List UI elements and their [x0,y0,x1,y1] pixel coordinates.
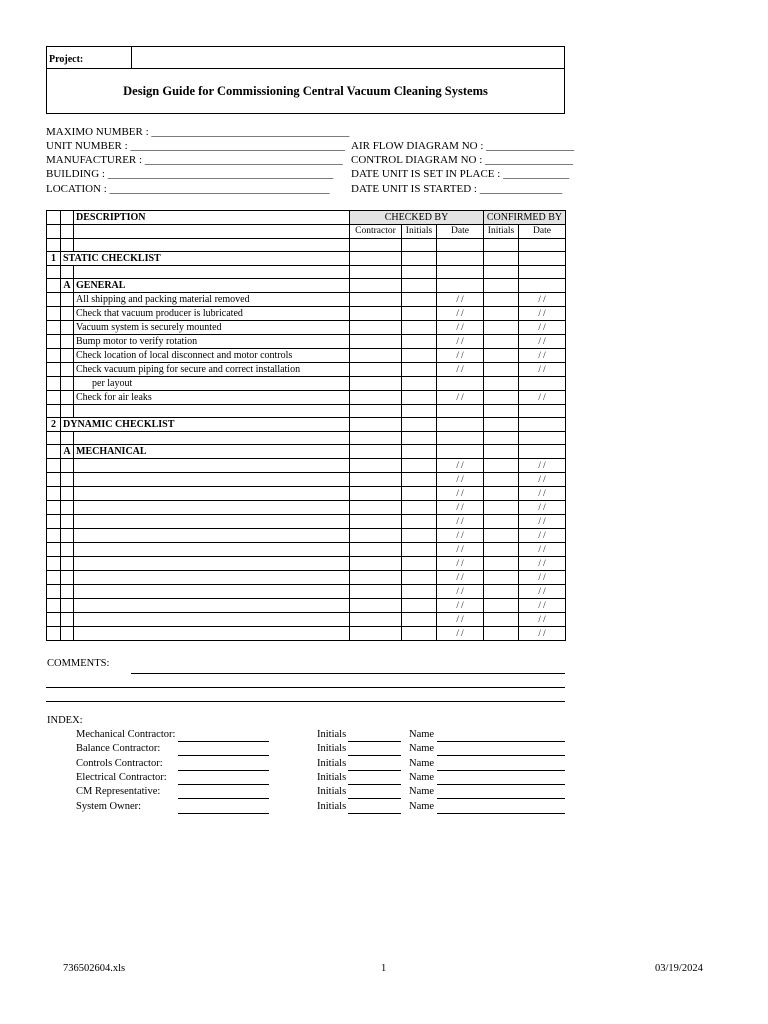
confirmed-date-cell[interactable]: / / [519,349,566,363]
table-row [47,557,566,571]
date-started-field[interactable]: DATE UNIT IS STARTED : _______________ [351,183,563,195]
description-header: DESCRIPTION [74,211,350,225]
confirmed-date-cell[interactable]: / / [519,321,566,335]
index-name-line[interactable] [437,798,565,799]
section-title: STATIC CHECKLIST [61,252,350,266]
index-initials-line[interactable] [348,770,401,771]
index-role-label: Controls Contractor: [76,757,163,769]
confirmed-date-cell[interactable]: / / [519,293,566,307]
subsection-letter: A [61,279,74,293]
table-row [47,293,566,307]
table-row [47,487,566,501]
section-row-dynamic [47,418,566,432]
unit-number-field[interactable]: UNIT NUMBER : _______________________________________ [46,140,345,152]
date-cell[interactable]: / / [437,529,484,543]
location-field[interactable]: LOCATION : ________________________________________ [46,183,330,195]
confirmed-date-header: Date [519,225,566,239]
table-row [47,432,566,445]
table-row [47,571,566,585]
index-name-label: Name [409,771,435,783]
index-signature-line[interactable] [178,755,269,756]
table-row [47,501,566,515]
confirmed-date-cell[interactable]: / / [519,571,566,585]
index-initials-label: Initials [317,800,347,812]
table-row [47,321,566,335]
comments-line-2[interactable] [46,687,565,688]
confirmed-date-cell[interactable]: / / [519,599,566,613]
date-cell[interactable]: / / [437,349,484,363]
index-name-label: Name [409,786,435,798]
checklist-table [46,210,566,641]
confirmed-date-cell[interactable]: / / [519,391,566,405]
date-header: Date [437,225,484,239]
control-diagram-field[interactable]: CONTROL DIAGRAM NO : ________________ [351,154,574,166]
date-cell[interactable]: / / [437,515,484,529]
index-name-label: Name [409,743,435,755]
item-description: Bump motor to verify rotation [74,335,350,349]
date-cell[interactable]: / / [437,473,484,487]
date-cell[interactable]: / / [437,459,484,473]
date-cell[interactable]: / / [437,501,484,515]
confirmed-date-cell[interactable]: / / [519,459,566,473]
initials-header: Initials [402,225,437,239]
table-row [47,543,566,557]
footer-page-number: 1 [381,963,387,974]
table-row [47,459,566,473]
table-row [47,627,566,641]
index-name-line[interactable] [437,813,565,814]
index-name-line[interactable] [437,784,565,785]
index-name-line[interactable] [437,770,565,771]
table-row [47,405,566,418]
index-role-label: Balance Contractor: [76,743,161,755]
index-signature-line[interactable] [178,770,269,771]
table-row [47,239,566,252]
index-name-line[interactable] [437,741,565,742]
index-name-line[interactable] [437,755,565,756]
confirmed-by-header: CONFIRMED BY [484,211,566,225]
item-description: All shipping and packing material removed [74,293,350,307]
comments-line-3[interactable] [46,701,565,702]
table-row [47,599,566,613]
date-cell[interactable]: / / [437,543,484,557]
date-cell[interactable]: / / [437,585,484,599]
date-cell[interactable]: / / [437,487,484,501]
index-signature-line[interactable] [178,813,269,814]
air-flow-diagram-field[interactable]: AIR FLOW DIAGRAM NO : ________________ [351,140,575,152]
contractor-header: Contractor [350,225,402,239]
index-role-label: Mechanical Contractor: [76,729,176,740]
date-cell[interactable]: / / [437,391,484,405]
section-row-static [47,252,566,266]
item-description: per layout [74,377,350,391]
table-row [47,515,566,529]
index-role-label: CM Representative: [76,786,161,798]
section-number: 2 [47,418,61,432]
index-label: INDEX: [47,715,83,726]
table-row [47,391,566,405]
subsection-row-mechanical [47,445,566,459]
index-role-label: Electrical Contractor: [76,771,167,783]
table-row [47,529,566,543]
date-cell[interactable]: / / [437,571,484,585]
subsection-title: GENERAL [74,279,350,293]
section-title: DYNAMIC CHECKLIST [61,418,350,432]
index-initials-line[interactable] [348,798,401,799]
item-description: Check for air leaks [74,391,350,405]
item-description: Vacuum system is securely mounted [74,321,350,335]
manufacturer-field[interactable]: MANUFACTURER : ____________________________________ [46,154,343,166]
date-cell[interactable]: / / [437,599,484,613]
index-name-label: Name [409,729,435,740]
index-initials-line[interactable] [348,755,401,756]
item-description: Check location of local disconnect and motor controls [74,349,350,363]
confirmed-date-cell[interactable]: / / [519,543,566,557]
confirmed-date-cell[interactable]: / / [519,307,566,321]
project-label: Project: [47,47,132,69]
index-initials-line[interactable] [348,741,401,742]
date-cell[interactable]: / / [437,307,484,321]
index-name-label: Name [409,800,435,812]
footer-date: 03/19/2024 [655,963,703,974]
date-cell[interactable]: / / [437,613,484,627]
confirmed-date-cell[interactable]: / / [519,501,566,515]
date-set-in-place-field[interactable]: DATE UNIT IS SET IN PLACE : ____________ [351,168,570,180]
confirmed-date-cell[interactable]: / / [519,613,566,627]
date-cell[interactable]: / / [437,627,484,641]
comments-line-1[interactable] [131,673,565,674]
subsection-letter: A [61,445,74,459]
item-description: Check vacuum piping for secure and correct installation [74,363,350,377]
table-row [47,585,566,599]
confirmed-date-cell[interactable]: / / [519,529,566,543]
table-row [47,307,566,321]
maximo-number-field[interactable]: MAXIMO NUMBER : ____________________________________ [46,126,350,138]
confirmed-initials-header: Initials [484,225,519,239]
checked-by-header: CHECKED BY [350,211,484,225]
date-cell[interactable]: / / [437,321,484,335]
section-number: 1 [47,252,61,266]
table-row [47,363,566,377]
index-name-label: Name [409,757,435,769]
index-signature-line[interactable] [178,784,269,785]
index-initials-label: Initials [317,786,347,798]
index-initials-label: Initials [317,771,347,783]
table-row [47,266,566,279]
index-initials-label: Initials [317,757,347,769]
document-title: Design Guide for Commissioning Central Vacuum Cleaning Systems [123,84,488,98]
subsection-row-general [47,279,566,293]
date-cell[interactable]: / / [437,335,484,349]
table-row [47,613,566,627]
index-initials-line[interactable] [348,813,401,814]
project-field[interactable] [132,47,564,69]
table-row [47,377,566,391]
confirmed-date-cell[interactable]: / / [519,557,566,571]
confirmed-date-cell[interactable]: / / [519,515,566,529]
table-row [47,335,566,349]
table-row [47,349,566,363]
table-row [47,473,566,487]
date-cell[interactable]: / / [437,557,484,571]
index-initials-line[interactable] [348,784,401,785]
table-subheader-row [47,225,566,239]
date-cell[interactable]: / / [437,293,484,307]
comments-label: COMMENTS: [47,658,110,669]
index-signature-line[interactable] [178,798,269,799]
date-cell[interactable]: / / [437,363,484,377]
header-box [46,46,565,114]
item-description: Check that vacuum producer is lubricated [74,307,350,321]
index-initials-label: Initials [317,743,347,755]
confirmed-date-cell[interactable]: / / [519,335,566,349]
confirmed-date-cell[interactable]: / / [519,363,566,377]
confirmed-date-cell[interactable]: / / [519,487,566,501]
index-initials-label: Initials [317,729,347,740]
confirmed-date-cell[interactable]: / / [519,585,566,599]
subsection-title: MECHANICAL [74,445,350,459]
table-header-row [47,211,566,225]
index-signature-line[interactable] [178,741,269,742]
footer-filename: 736502604.xls [63,963,126,974]
building-field[interactable]: BUILDING : _________________________________________ [46,168,334,180]
confirmed-date-cell[interactable]: / / [519,473,566,487]
index-role-label: System Owner: [76,800,142,812]
confirmed-date-cell[interactable]: / / [519,627,566,641]
